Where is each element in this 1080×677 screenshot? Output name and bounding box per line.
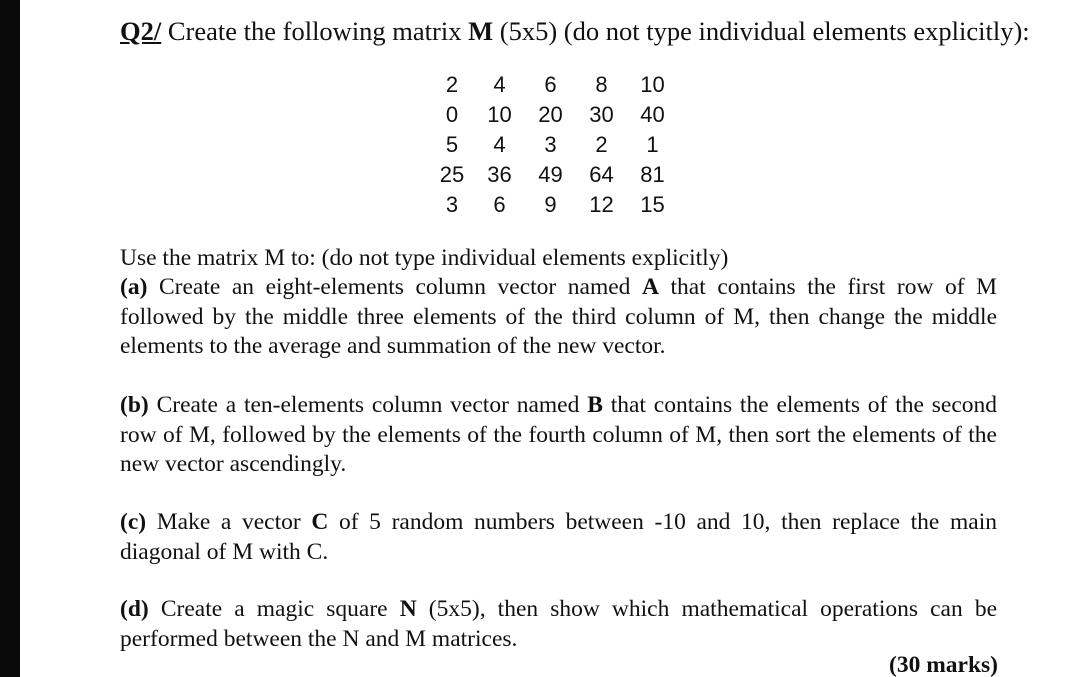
part-b-label: (b) [120,392,149,418]
matrix-cell: 1 [646,132,659,157]
matrix-cell: 6 [544,72,557,97]
part-c-label: (c) [120,509,147,535]
question-header [120,14,1030,48]
question-text-2: (5x5) (do not type individual elements explicitly): [493,16,1030,46]
marks-label: (30 marks) [889,652,998,677]
matrix-row [430,190,678,220]
part-a [120,273,997,362]
matrix-cell: 12 [589,192,614,217]
part-d-text-1: Create a magic square [148,596,400,622]
matrix-row [430,160,678,190]
part-b-text-1: Create a ten-elements column vector named [148,392,588,418]
matrix-cell: 5 [445,132,459,157]
instructions-intro: Use the matrix M to: (do not type individual elements explicitly) [120,245,729,271]
part-a-var: A [641,274,659,300]
matrix-cell: 30 [589,102,614,127]
matrix-cell: 2 [445,72,459,97]
part-d-label: (d) [120,596,149,622]
matrix-m [430,70,678,220]
matrix-cell: 2 [595,132,608,157]
matrix-cell: 15 [640,192,665,217]
matrix-cell: 64 [589,162,614,187]
matrix-cell: 10 [487,102,512,127]
part-a-text-2: that contains the first row of M followed by the middle three elements of the third column of M, then change the middle elements to the average and summation of the new vector. [120,274,997,359]
part-b-text-2: that contains the elements of the second row of M, followed by the elements of the fourth column of M, then sort the elements of the new vector ascendingly. [120,392,997,477]
matrix-cell: 4 [493,72,506,97]
matrix-cell: 3 [445,192,459,217]
matrix-cell: 9 [544,192,557,217]
part-d-text-2: (5x5), then show which mathematical operations can be performed between the N and M matrices. [120,596,997,652]
left-edge-band [0,0,20,677]
part-c [120,508,997,567]
matrix-cell: 0 [445,102,459,127]
matrix-cell: 36 [487,162,512,187]
matrix-cell: 81 [640,162,665,187]
matrix-row [430,70,678,100]
part-b-var: B [587,392,603,418]
matrix-cell: 6 [493,192,506,217]
part-c-text-1: Make a vector [146,509,312,535]
matrix-cell: 49 [538,162,563,187]
matrix-row [430,130,678,160]
matrix-cell: 10 [640,72,665,97]
matrix-cell: 20 [538,102,563,127]
question-number: Q2/ [120,16,162,46]
matrix-cell: 4 [493,132,506,157]
part-b [120,391,997,480]
matrix-row [430,100,678,130]
part-a-text-1: Create an eight-elements column vector named [147,274,642,300]
matrix-name: M [468,16,494,46]
part-d [120,595,997,654]
matrix-cell: 25 [439,162,465,187]
matrix-cell: 8 [595,72,608,97]
part-c-var: C [311,509,329,535]
question-text-1: Create the following matrix [161,16,469,46]
part-a-label: (a) [120,274,148,300]
matrix-cell: 40 [640,102,665,127]
part-c-text-2: of 5 random numbers between -10 and 10, then replace the main diagonal of M with C. [120,509,997,565]
part-d-var: N [399,596,417,622]
matrix-cell: 3 [544,132,557,157]
